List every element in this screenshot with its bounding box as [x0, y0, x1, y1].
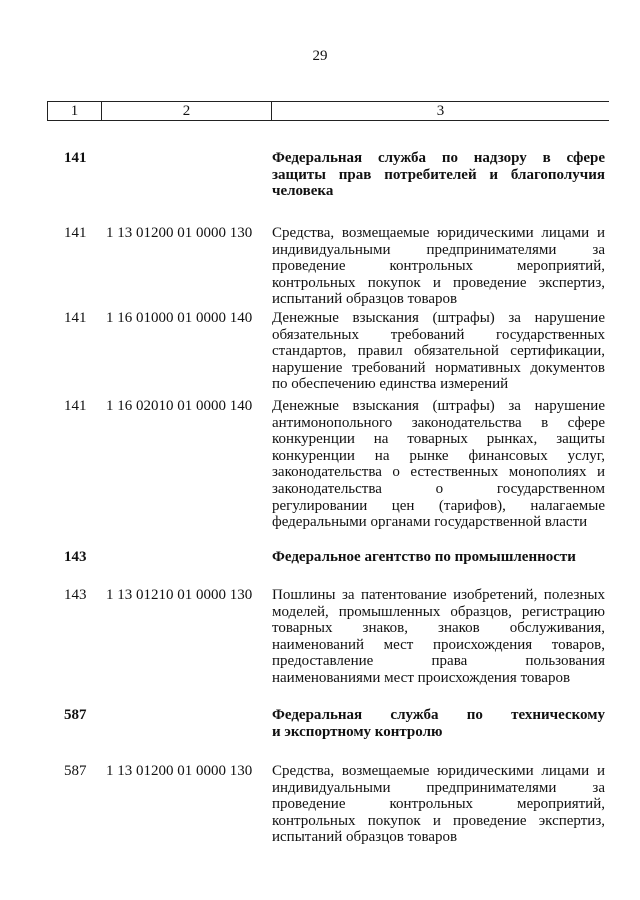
agency-name: [272, 707, 605, 740]
description-line: Средства, возмещаемые юридическими лицами и: [272, 763, 605, 779]
revenue-description: [272, 398, 605, 531]
description-line: индивидуальными предпринимателями за: [272, 241, 605, 258]
description-line: федеральными органами государственной власти: [272, 514, 588, 531]
admin-code: 141: [64, 150, 87, 166]
revenue-description: [272, 763, 605, 846]
description-line: контрольных покупок и проведение экспертиз,: [272, 812, 605, 829]
description-line: законодательства о естественных монополиях и: [272, 464, 605, 481]
description-line: конкуренции на товарных рынках, защиты: [272, 431, 605, 448]
column-header-3: 3: [436, 102, 445, 119]
budget-classification-code: 1 13 01200 01 0000 130: [106, 225, 253, 241]
revenue-description: [272, 310, 605, 393]
description-line: Федеральная служба по техническому: [272, 707, 605, 723]
admin-code: 141: [64, 310, 87, 326]
description-line: наименованиями мест происхождения товаров: [272, 669, 571, 686]
agency-name: [272, 150, 605, 200]
description-line: Денежные взыскания (штрафы) за нарушение: [272, 310, 605, 326]
revenue-description: [272, 225, 605, 308]
budget-classification-code: 1 13 01200 01 0000 130: [106, 763, 253, 779]
description-line: регулировании цен (тарифов), налагаемые: [272, 497, 605, 514]
budget-classification-code: 1 16 02010 01 0000 140: [106, 398, 253, 414]
description-line: Средства, возмещаемые юридическими лицами и: [272, 225, 605, 241]
description-line: законодательства о государственном: [272, 480, 605, 497]
description-line: конкуренции на рынке финансовых услуг,: [272, 447, 605, 464]
description-line: испытаний образцов товаров: [272, 291, 458, 308]
description-line: стандартов, правил обязательной сертификации,: [272, 343, 605, 360]
description-line: по обеспечению единства измерений: [272, 376, 509, 393]
agency-name: [272, 549, 605, 566]
description-line: наименований мест происхождения товаров,: [272, 636, 605, 653]
column-header-1: 1: [47, 102, 102, 120]
budget-classification-code: 1 16 01000 01 0000 140: [106, 310, 253, 326]
admin-code: 143: [64, 587, 87, 603]
admin-code: 143: [64, 549, 87, 565]
description-line: Денежные взыскания (штрафы) за нарушение: [272, 398, 605, 414]
budget-classification-code: 1 13 01210 01 0000 130: [106, 587, 253, 603]
description-line: нарушение требований нормативных документов: [272, 359, 605, 376]
admin-code: 587: [64, 707, 87, 723]
description-line: проведение контрольных мероприятий,: [272, 796, 605, 813]
description-line: обязательных требований государственных: [272, 326, 605, 343]
admin-code: 141: [64, 398, 87, 414]
revenue-description: [272, 587, 605, 687]
description-line: человека: [272, 183, 334, 200]
description-line: Федеральная служба по надзору в сфере: [272, 150, 605, 166]
admin-code: 141: [64, 225, 87, 241]
description-line: антимонопольного законодательства в сфере: [272, 414, 605, 431]
description-line: моделей, промышленных образцов, регистрацию: [272, 603, 605, 620]
table-column-header: [47, 101, 609, 121]
admin-code: 587: [64, 763, 87, 779]
description-line: товарных знаков, знаков обслуживания,: [272, 620, 605, 637]
column-header-2: 2: [102, 102, 272, 120]
description-line: испытаний образцов товаров: [272, 829, 458, 846]
description-line: проведение контрольных мероприятий,: [272, 258, 605, 275]
page-number: 29: [312, 48, 328, 64]
description-line: защиты прав потребителей и благополучия: [272, 166, 605, 183]
description-line: Федеральное агентство по промышленности: [272, 549, 576, 565]
description-line: предоставление права пользования: [272, 653, 605, 670]
description-line: и экспортному контролю: [272, 723, 443, 740]
description-line: Пошлины за патентование изобретений, полезных: [272, 587, 605, 603]
description-line: контрольных покупок и проведение экспертиз,: [272, 274, 605, 291]
description-line: индивидуальными предпринимателями за: [272, 779, 605, 796]
